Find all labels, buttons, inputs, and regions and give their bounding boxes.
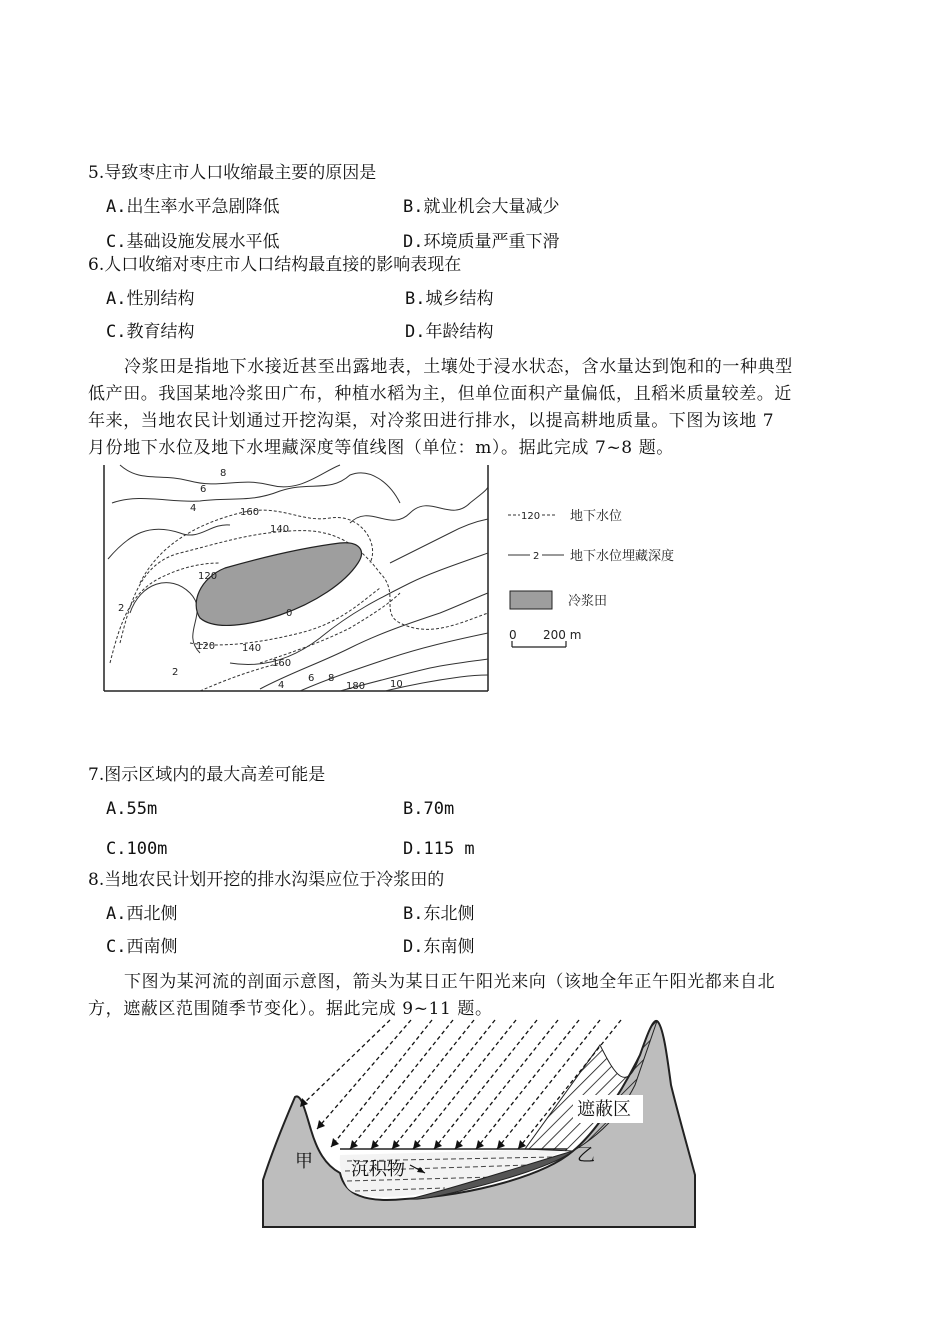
cold-field-area [196, 543, 361, 626]
q5-stem: 5.导致枣庄市人口收缩最主要的原因是 [88, 163, 377, 183]
q8-option-d: D.东南侧 [403, 937, 475, 957]
q5-option-b: B.就业机会大量减少 [403, 197, 560, 217]
q7-option-b: B.70m [403, 799, 455, 819]
contour-label: 0 [286, 608, 293, 619]
q8-option-b: B.东北侧 [403, 904, 475, 924]
q5-option-a: A.出生率水平急剧降低 [106, 197, 280, 217]
q7-stem: 7.图示区域内的最大高差可能是 [88, 765, 326, 785]
legend-water-level-value: 120 [521, 511, 541, 522]
q6-option-b: B.城乡结构 [405, 289, 494, 309]
contour-label: 6 [308, 673, 315, 684]
contour-label: 4 [190, 503, 197, 514]
contour-label: 8 [328, 673, 335, 684]
legend-field-label: 冷浆田 [568, 594, 608, 609]
passage1-line3: 年来，当地农民计划通过开挖沟渠，对冷浆田进行排水，以提高耕地质量。下图为该地 7 [88, 411, 775, 431]
terrain-section [263, 1021, 695, 1227]
contour-label: 2 [118, 603, 125, 614]
contour-label: 120 [198, 571, 218, 582]
q6-option-d: D.年龄结构 [405, 322, 494, 342]
legend-water-level-label: 地下水位 [570, 509, 623, 524]
contour-label: 180 [346, 681, 366, 692]
passage1-line4: 月份地下水位及地下水埋藏深度等值线图（单位：m）。据此完成 7~8 题。 [88, 438, 674, 458]
sediment-label: 沉积物 [351, 1159, 405, 1180]
contour-label: 160 [240, 507, 260, 518]
legend-field-swatch [510, 591, 552, 609]
contour-label: 140 [270, 524, 290, 535]
q7-option-d: D.115 m [403, 839, 475, 859]
passage-cold-field [88, 354, 868, 462]
q6-option-c: C.教育结构 [106, 322, 195, 342]
shade-label: 遮蔽区 [577, 1099, 631, 1120]
sunlight-arrowheads [300, 1098, 526, 1149]
passage2-line1: 下图为某河流的剖面示意图，箭头为某日正午阳光来向（该地全年正午阳光都来自北 [124, 972, 776, 992]
river-cross-section [255, 1015, 705, 1230]
legend-depth-value: 2 [533, 551, 540, 562]
q5-option-c: C.基础设施发展水平低 [106, 232, 280, 252]
scale-length: 200 m [543, 628, 582, 642]
contour-label: 6 [200, 484, 207, 495]
map-legend [508, 508, 674, 647]
contour-label: 10 [390, 679, 403, 690]
contour-label: 4 [278, 680, 285, 691]
q6-stem: 6.人口收缩对枣庄市人口结构最直接的影响表现在 [88, 255, 462, 275]
contour-label: 140 [242, 643, 262, 654]
q8-option-a: A.西北侧 [106, 904, 178, 924]
contour-map [100, 463, 700, 695]
scale-zero: 0 [509, 628, 517, 642]
passage1-line2: 低产田。我国某地冷浆田广布，种植水稻为主，但单位面积产量偏低，且稻米质量较差。近 [88, 384, 792, 404]
contour-label: 2 [172, 667, 179, 678]
q7-option-c: C.100m [106, 839, 168, 859]
q5-option-d: D.环境质量严重下滑 [403, 232, 560, 252]
passage1-line1: 冷浆田是指地下水接近甚至出露地表，土壤处于浸水状态，含水量达到饱和的一种典型 [124, 357, 793, 377]
q8-option-c: C.西南侧 [106, 937, 178, 957]
q7-option-a: A.55m [106, 799, 158, 819]
q6-option-a: A.性别结构 [106, 289, 195, 309]
bank-yi-label: 乙 [577, 1145, 595, 1166]
bank-jia-label: 甲 [295, 1151, 313, 1172]
passage2-line2: 方，遮蔽区范围随季节变化）。据此完成 9~11 题。 [88, 999, 493, 1019]
contour-label: 120 [196, 641, 216, 652]
contour-label: 8 [220, 468, 227, 479]
legend-depth-label: 地下水位埋藏深度 [570, 549, 675, 564]
q8-stem: 8.当地农民计划开挖的排水沟渠应位于冷浆田的 [88, 870, 445, 890]
contour-label: 160 [272, 658, 292, 669]
